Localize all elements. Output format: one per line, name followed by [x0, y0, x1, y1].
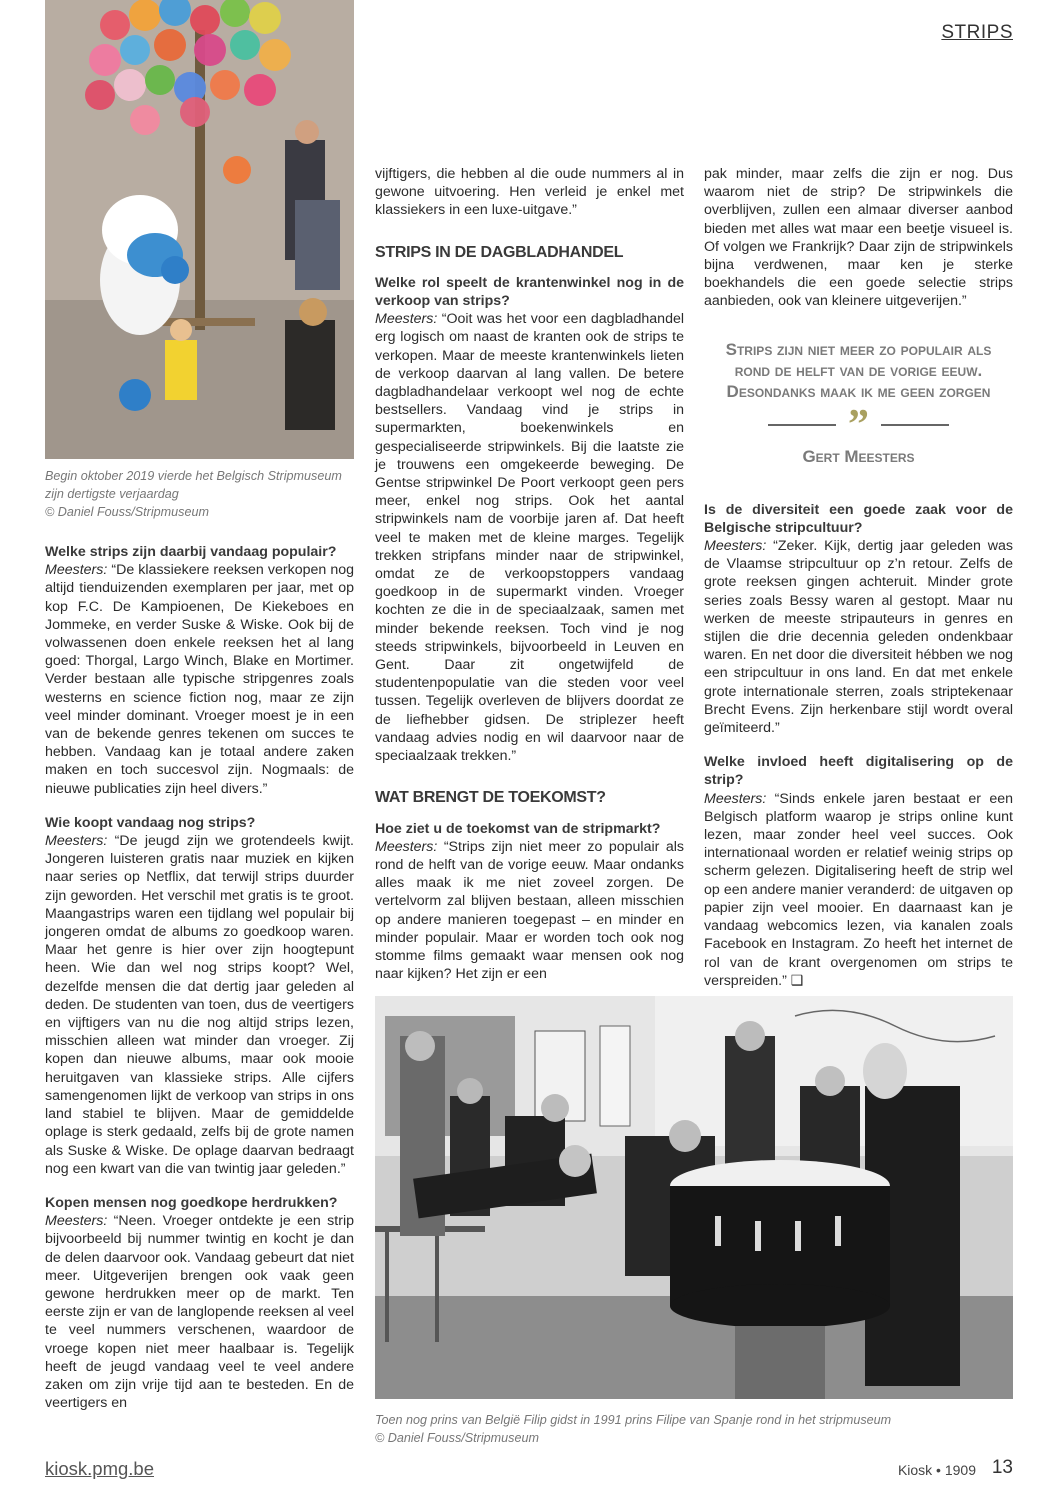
answer-text: “De jeugd zijn we grotendeels kwijt. Jongeren luisteren gratis naar muziek en kijken naar series op Netflix, dat terwijl strips duurder zijn geworden. Het verschil met gratis is te groot. Maangastrips waren een tijdlang wel populair bij jongeren omdat de albums zo goedkoop waren. Maar het genre is hier over zijn hoogtepunt heen. Wie dan wel nog strips koopt? Wel, dezelfde mensen die dat dertig jaar geleden al deden. De studenten van toen, dus de veertigers en vijftigers van nu die nog altijd strips lezen, misschien alleen wat minder dan vroeger. Zij kopen dan nieuwe albums, maar ook mooie heruitgaven van klassieke strips. Alle cijfers samengenomen lijkt de verkoop van strips in ons land stabiel te blijven. Maar de gemiddelde oplage is sterk gedaald, zelfs bij de grote namen als Suske & Wiske. De oplage daarvan bedraagt nog een kwart van die van twintig jaar geleden.”: [45, 833, 354, 1177]
caption-line: Toen nog prins van België Filip gidst in 1991 prins Filipe van Spanje rond in het stripmuseum: [375, 1413, 892, 1427]
question-heading: Welke rol speelt de krantenwinkel nog in de verkoop van strips?: [375, 274, 684, 310]
caption-line: Begin oktober 2019 vierde het Belgisch Stripmuseum: [45, 469, 342, 483]
pull-quote-line: rond de helft van de vorige eeuw.: [734, 360, 983, 380]
divider-line: [881, 424, 949, 426]
speaker-label: Meesters:: [45, 1213, 108, 1230]
article-column-3: [704, 165, 1013, 1006]
qa-block: [375, 274, 684, 765]
section-tag: STRIPS: [941, 22, 1013, 43]
qa-block: [704, 501, 1013, 738]
answer-text: “Zeker. Kijk, dertig jaar geleden was de Vlaamse stripcultuur op z’n retour. Zelfs de grote reeksen gingen achteruit. Minder grote series zoals Bessy waren al gestopt. Maar nu werken de meeste stripauteurs in genres en stijlen die drie decennia geleden ondenkbaar waren. En net door die diversiteit hébben we nog een stripcultuur in ons land. En dat met enkele grote internationale sterren, zoals striptekenaar Brecht Evens. Zijn herkenbare stijl wordt overal geïmiteerd.”: [704, 538, 1013, 737]
speaker-label: Meesters:: [704, 538, 767, 555]
photo-smurf-balloons: [45, 0, 354, 459]
section-heading: WAT BRENGT DE TOEKOMST?: [375, 789, 606, 807]
qa-block: [45, 814, 354, 1178]
question-heading: Is de diversiteit een goede zaak voor de Belgische stripcultuur?: [704, 501, 1013, 536]
speaker-label: Meesters:: [45, 562, 108, 579]
footer-issue: Kiosk • 1909: [897, 1462, 976, 1478]
question-heading: Welke invloed heeft digitalisering op de strip?: [704, 754, 1013, 789]
qa-block: [45, 543, 354, 798]
caption-line: zijn dertigste verjaardag: [45, 487, 179, 501]
answer-text: “Sinds enkele jaren bestaat er een Belgisch platform waarop je strips online kunt lezen, maar zonder heel veel succes. Ook internationaal worden er relatief weinig strips op scherm gelezen. Digitalisering heeft de strip wel op een andere manier veranderd: de uitgaven op papier zijn veel mooier. En daarnaast kan je vandaag webcomics lezen, via kanalen zoals Facebook en Instagram. Zo heeft het internet de rol van de krant overgenomen om strips te verspreiden.” ❑: [704, 790, 1013, 989]
qa-block: [45, 1194, 354, 1412]
photo-museum-illustration: [375, 996, 1013, 1399]
photo-top-caption: [45, 467, 365, 521]
photo-smurf-illustration: [45, 0, 354, 459]
question-heading: Welke strips zijn daarbij vandaag populair?: [45, 544, 337, 560]
qa-block: [375, 820, 684, 984]
pull-quote-line: Desondanks maak ik me geen zorgen: [726, 381, 991, 401]
answer-text: “De klassiekere reeksen verkopen nog altijd tienduizenden exemplaren per jaar, met op kop F.C. De Kampioenen, De Kiekeboes en Jommeke, en verder Suske & Wiske. Ook bij de volwassenen doen enkele reeksen het al lang goed: Thorgal, Largo Winch, Blake en Mortimer. Verder bestaan alle typische stripgenres zoals westerns en science fiction nog, maar ze zijn veel minder dominant. Vroeger moest je in een van de bekende genres tekenen om succes te hebben. Vandaag kan je totaal andere zaken maken en toch succesvol zijn. Nogmaals: de nieuwe publicaties zijn heel divers.”: [45, 562, 354, 797]
article-column-2: [375, 165, 684, 999]
footer-url-link[interactable]: kiosk.pmg.be: [45, 1458, 154, 1479]
page-number: 13: [991, 1457, 1013, 1478]
speaker-label: Meesters:: [704, 790, 767, 807]
answer-text: “Neen. Vroeger ontdekte je een strip bijvoorbeeld bij nummer twintig en kocht je dan de delen daarvoor ook. Vandaag gebeurt dat niet meer. Uitgeverijen brengen ook vaak geen gewone herdrukken meer op de markt. Ten eerste zijn er van de langlopende reeksen al veel te veel nummers verschenen, waardoor de vroege kopen niet meer haalbaar is. Tegelijk heeft de jeugd vandaag veel te veel andere zaken om zijn vrije tijd aan te besteden. En de veertigers en: [45, 1213, 354, 1412]
article-column-1: [45, 543, 354, 1428]
pull-quote: [704, 339, 1013, 467]
speaker-label: Meesters:: [45, 833, 108, 850]
question-heading: Hoe ziet u de toekomst van de stripmarkt?: [375, 820, 661, 837]
caption-credit: © Daniel Fouss/Stripmuseum: [375, 1431, 539, 1445]
photo-museum-visit: [375, 996, 1013, 1399]
section-heading: STRIPS IN DE DAGBLADHANDEL: [375, 243, 624, 261]
question-heading: Kopen mensen nog goedkope herdrukken?: [45, 1194, 338, 1211]
photo-bottom-caption: [375, 1411, 1015, 1447]
pull-quote-divider: [704, 401, 1013, 448]
qa-block: [704, 753, 1013, 990]
speaker-label: Meesters:: [375, 311, 438, 328]
continued-text: pak minder, maar zelfs die zijn er nog. Dus waarom niet de strip? De stripwinkels die overblijven, zullen een almaar diverser aanbod bieden met alles wat maar een beetje visueel is. Of volgen we Frankrijk? Daar zijn de stripwinkels bijna verdwenen, maar ken je sterke boekhandels die een goede selectie strips aanbieden, ook van kleinere uitgeverijen.”: [704, 166, 1013, 310]
divider-line: [768, 424, 836, 426]
speaker-label: Meesters:: [375, 838, 438, 855]
continued-text: vijftigers, die hebben al die oude nummers al in gewone uitvoering. Hen verleid je enkel met klassiekers in een luxe-uitgave.”: [375, 166, 684, 219]
question-heading: Wie koopt vandaag nog strips?: [45, 814, 256, 831]
answer-text: “Ooit was het voor een dagbladhandel erg logisch om naast de kranten ook de strips te verkopen. Maar de meeste krantenwinkels lieten de verkoop daarvan al lang vallen. De betere dagbladhandelaar verkoopt wel nog de echte bestsellers. Vandaag vind je strips in supermarkten, boekenwinkels en gespecialiseerde stripwinkels. Bij die laatste zie je trouwens een omgekeerde beweging. De Gentse stripwinkel De Poort verkoopt geen pers meer, enkel nog strips. Ook het aantal stripwinkels nam de voorbije jaren af. Dat heeft veel te maken met de kleine marges. Tegelijk trekken stripfans minder naar de stripwinkel, omdat ze de verkoopstoppers vandaag goedkoop in de supermarkt vinden. Vroeger kochten ze die in de speciaalzaak, samen met minder bekende reeksen. Toch vind je nog steeds stripwinkels, bijvoorbeeld in Leuven en Gent. Daar zit ongetwijfeld de studentenpopulatie van die steden voor veel tussen. Tegelijk overleven de blijvers doordat ze de liefhebber gidsen. De striplezer heeft vandaag advies nodig en wil daarvoor naar de speciaalzaak trekken.”: [375, 311, 684, 765]
caption-credit: © Daniel Fouss/Stripmuseum: [45, 505, 209, 519]
pull-quote-line: Strips zijn niet meer zo populair als: [725, 339, 992, 359]
answer-text: “Strips zijn niet meer zo populair als rond de helft van de vorige eeuw. Maar ondanks alles maak ik me niet zoveel zorgen. De vertelvorm zal blijven bestaan, alleen misschien op andere manieren toegepast – en minder en minder populair. Maar er worden toch ook nog stomme films gemaakt waar mensen ook nog naar kijken? Het zijn er een: [375, 838, 684, 983]
quote-mark-icon: ”: [848, 401, 869, 448]
pull-quote-author: Gert Meesters: [802, 446, 915, 466]
